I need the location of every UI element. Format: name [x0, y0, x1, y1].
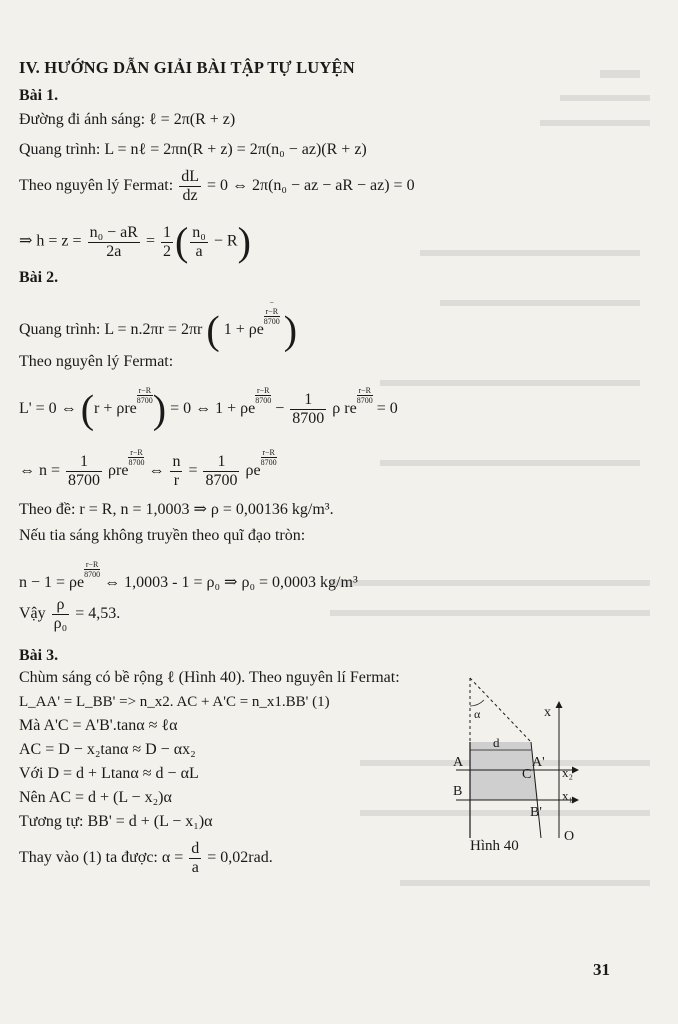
index-prefix: ⇔ n =	[19, 462, 61, 479]
frac-num: 1	[203, 453, 239, 472]
exercise-3-line-1: Chùm sáng có bề rộng ℓ (Hình 40). Theo nguyên lí Fermat:	[19, 669, 400, 686]
derivative-inner: r + ρre	[94, 400, 137, 417]
label-alpha: α	[474, 707, 481, 721]
exponent	[264, 298, 280, 326]
section-title: IV. HƯỚNG DẪN GIẢI BÀI TẬP TỰ LUYỆN	[19, 58, 355, 77]
exponent	[137, 386, 153, 405]
label-d: d	[493, 735, 500, 750]
result-rest: = 0,02rad.	[207, 849, 273, 867]
frac-den: 8700	[292, 409, 325, 427]
result-den-1: 2a	[106, 242, 122, 260]
derivative-den: dz	[182, 187, 198, 204]
ratio-rest: = 4,53.	[75, 605, 121, 623]
exponent-num: r−R	[85, 560, 99, 569]
left-paren: (	[174, 219, 189, 264]
result-fraction-1	[88, 224, 140, 261]
exponent-num: r−R	[130, 448, 143, 457]
line7-prefix: n − 1 = ρe	[19, 574, 85, 591]
exercise-2-line-6: Nếu tia sáng không truyền theo quĩ đạo tròn:	[19, 527, 306, 544]
label-A: A	[453, 755, 464, 770]
exponent-den: 8700	[260, 458, 277, 467]
exponent-den: 8700	[263, 317, 280, 326]
ratio-prefix: Vậy	[19, 605, 46, 623]
exercise-3-line-7: Tương tự: BB' = d + (L − x₁)α	[19, 813, 213, 830]
a-den: a	[191, 859, 199, 876]
exercise-2-derivative	[19, 386, 398, 432]
exercise-3-line-4: AC = D − x₂tanα ≈ D − αx₂	[19, 741, 196, 758]
frac-num: 1	[66, 453, 102, 472]
exponent-num: r−R	[256, 386, 270, 395]
right-paren: )	[283, 307, 298, 353]
exponent-den: 8700	[356, 396, 373, 405]
index-eq: =	[188, 462, 198, 479]
exponent	[261, 448, 277, 467]
result-tail: − R	[213, 232, 238, 250]
rho-ratio	[52, 596, 70, 633]
one-over-8700	[66, 453, 102, 490]
exponent-den: 8700	[84, 570, 101, 579]
exponent-den: 8700	[255, 396, 272, 405]
exercise-3-line-6: Nên AC = d + (L − x₂)α	[19, 789, 172, 806]
left-paren: (	[206, 307, 220, 353]
label-A-prime: A'	[532, 755, 545, 770]
label-x: x	[544, 705, 551, 720]
r-den: r	[173, 471, 180, 489]
right-paren: )	[237, 219, 251, 264]
derivative-fraction	[179, 168, 201, 205]
derivative-mid: = 0 ⇔ 1 + ρe	[170, 400, 256, 417]
exercise-2-line-7	[19, 560, 358, 592]
exponent	[128, 448, 144, 467]
exponent	[255, 386, 271, 405]
result-eq: =	[145, 232, 155, 250]
label-x2: x₂	[562, 765, 574, 780]
label-B: B	[453, 784, 463, 799]
exponent	[357, 386, 373, 405]
rho-den: ρ₀	[53, 615, 68, 632]
fermat-rest: = 0 ⇔ 2π(n₀ − az − aR − az) = 0	[206, 177, 415, 195]
exercise-1-line-1: Đường đi ánh sáng: ℓ = 2π(R + z)	[19, 111, 236, 128]
exercise-3-line-2: L_AA' = L_BB' => n_x2. AC + A'C = n_x1.BB' (1)	[19, 694, 330, 710]
exponent-den: 8700	[128, 458, 145, 467]
half-num: 1	[162, 223, 171, 241]
fermat-label: Theo nguyên lý Fermat:	[19, 177, 174, 195]
exponent-minus: −	[269, 298, 275, 307]
rho-num: ρ	[52, 596, 70, 615]
optical-path-inner: 1 + ρe	[223, 321, 264, 338]
index-tail: ρe	[245, 462, 261, 479]
exercise-3-line-3: Mà A'C = A'B'.tanα ≈ ℓα	[19, 717, 178, 734]
result-prefix: Thay vào (1) ta được: α =	[19, 849, 184, 867]
frac-den: 8700	[68, 471, 101, 489]
page-number: 31	[593, 960, 610, 979]
result-inner-fraction	[190, 224, 208, 261]
index-mid: ρre	[108, 462, 129, 479]
alpha-arc	[470, 700, 484, 706]
exercise-2-line-2: Theo nguyên lý Fermat:	[19, 353, 174, 370]
d-over-a	[189, 840, 201, 877]
inner-num: n₀	[192, 223, 206, 241]
n-over-r	[170, 453, 182, 490]
exercise-2-heading: Bài 2.	[19, 269, 59, 286]
frac-den: 8700	[205, 471, 238, 489]
exercise-2-index	[19, 448, 277, 490]
derivative-minus: −	[275, 400, 285, 417]
n-num: n	[172, 452, 181, 470]
right-paren: )	[152, 386, 167, 432]
figure-40-diagram	[438, 670, 588, 840]
exponent	[84, 560, 100, 579]
exercise-1-fermat	[19, 168, 415, 205]
result-num-1: n₀ − aR	[89, 223, 138, 241]
exercise-2-ratio	[19, 596, 120, 633]
index-iff: ⇔	[148, 462, 165, 479]
frac-num: 1	[290, 391, 326, 410]
exercise-2-line-5: Theo đề: r = R, n = 1,0003 ⇒ ρ = 0,00136 kg/m³.	[19, 501, 334, 518]
exponent-num: r−R	[265, 307, 279, 316]
result-prefix: ⇒ h = z =	[19, 232, 82, 250]
label-O: O	[564, 829, 575, 840]
result-fraction-half	[161, 224, 173, 261]
exponent-den: 8700	[136, 396, 153, 405]
one-over-8700	[290, 391, 326, 428]
derivative-num: dL	[181, 168, 199, 185]
d-num: d	[191, 840, 200, 857]
line7-rest: ⇔ 1,0003 - 1 = ρ₀ ⇒ ρ₀ = 0,0003 kg/m³	[104, 574, 358, 591]
inner-den: a	[195, 242, 203, 260]
half-den: 2	[162, 242, 171, 260]
exercise-1-line-2: Quang trình: L = nℓ = 2πn(R + z) = 2π(n₀ − az)(R + z)	[19, 141, 367, 158]
one-over-8700	[203, 453, 239, 490]
derivative-prefix: L' = 0 ⇔	[19, 400, 77, 417]
exponent-num: r−R	[358, 386, 371, 395]
figure-caption: Hình 40	[470, 838, 519, 854]
exercise-3-line-5: Với D = d + Ltanα ≈ d − αL	[19, 765, 199, 782]
label-C: C	[522, 767, 532, 782]
exercise-3-result	[19, 840, 273, 877]
exponent-num: r−R	[262, 448, 275, 457]
exercise-1-heading: Bài 1.	[19, 87, 59, 104]
exponent-num: r−R	[138, 386, 152, 395]
derivative-tail: ρ re	[332, 400, 357, 417]
derivative-end: = 0	[376, 400, 398, 417]
optical-path-prefix: Quang trình: L = n.2πr = 2πr	[19, 321, 203, 338]
exercise-2-optical-path	[19, 298, 298, 353]
left-paren: (	[80, 386, 95, 432]
exercise-1-result	[19, 219, 251, 264]
label-x1: x₁	[562, 788, 574, 803]
exercise-3-heading: Bài 3.	[19, 647, 59, 664]
label-B-prime: B'	[530, 805, 542, 820]
